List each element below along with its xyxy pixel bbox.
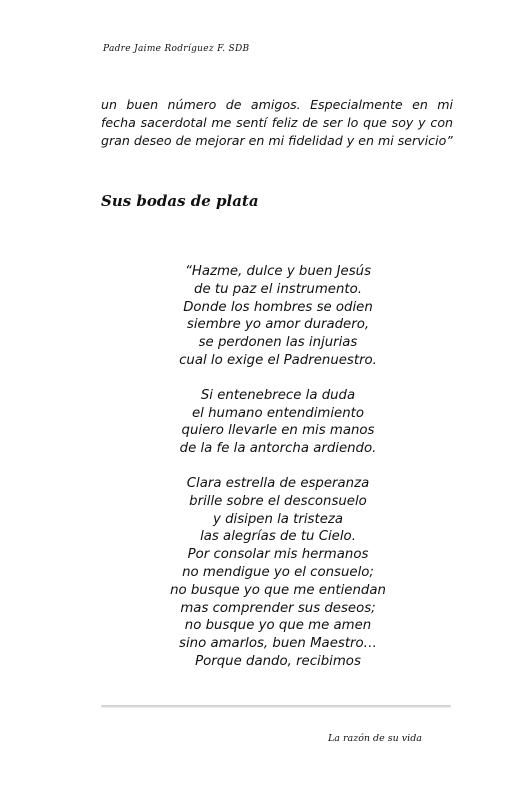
poem-line: se perdonen las injurias (198, 335, 358, 351)
poem-line: Porque dando, recibimos (195, 653, 361, 669)
poem-line: el humano entendimiento (191, 405, 364, 421)
footer-book-title: La razón de su vida (328, 733, 422, 744)
poem-line: “Hazme, dulce y buen Jesús (184, 264, 372, 279)
section-title: Sus bodas de plata (101, 192, 259, 210)
poem-line: mas comprender sus deseos; (180, 600, 376, 616)
poem-line: las alegrías de tu Cielo. (200, 529, 356, 545)
poem-line: y disipen la tristeza (212, 511, 344, 527)
poem-line: cual lo exige el Padrenuestro. (179, 352, 377, 368)
poem-stanza-1 (110, 263, 446, 370)
intro-paragraph: un buen número de amigos. Especialmente en mi fecha sacerdotal me sentí feliz de ser lo que soy y con gran deseo de mejorar en mi fidelidad y en mi servicio” (101, 97, 453, 149)
poem-line: brille sobre el desconsuelo (189, 493, 367, 509)
poem-stanza-3 (110, 475, 446, 671)
poem-line: de tu paz el instrumento. (194, 281, 362, 297)
poem (110, 263, 446, 688)
poem-stanza-2 (110, 387, 446, 458)
footer-divider (101, 705, 451, 708)
running-head: Padre Jaime Rodríguez F. SDB (103, 44, 250, 54)
poem-line: no busque yo que me entiendan (170, 582, 386, 598)
poem-line: quiero llevarle en mis manos (181, 423, 375, 439)
poem-line: sino amarlos, buen Maestro… (179, 636, 377, 652)
poem-line: no busque yo que me amen (184, 618, 372, 634)
poem-line: siembre yo amor duradero, (186, 317, 370, 333)
poem-line: Clara estrella de esperanza (186, 475, 370, 491)
poem-line: no mendigue yo el consuelo; (182, 564, 374, 580)
poem-line: de la fe la antorcha ardiendo. (179, 441, 377, 457)
poem-line: Donde los hombres se odien (183, 299, 373, 315)
poem-line: Si entenebrece la duda (200, 387, 356, 403)
poem-line: Por consolar mis hermanos (187, 547, 369, 563)
